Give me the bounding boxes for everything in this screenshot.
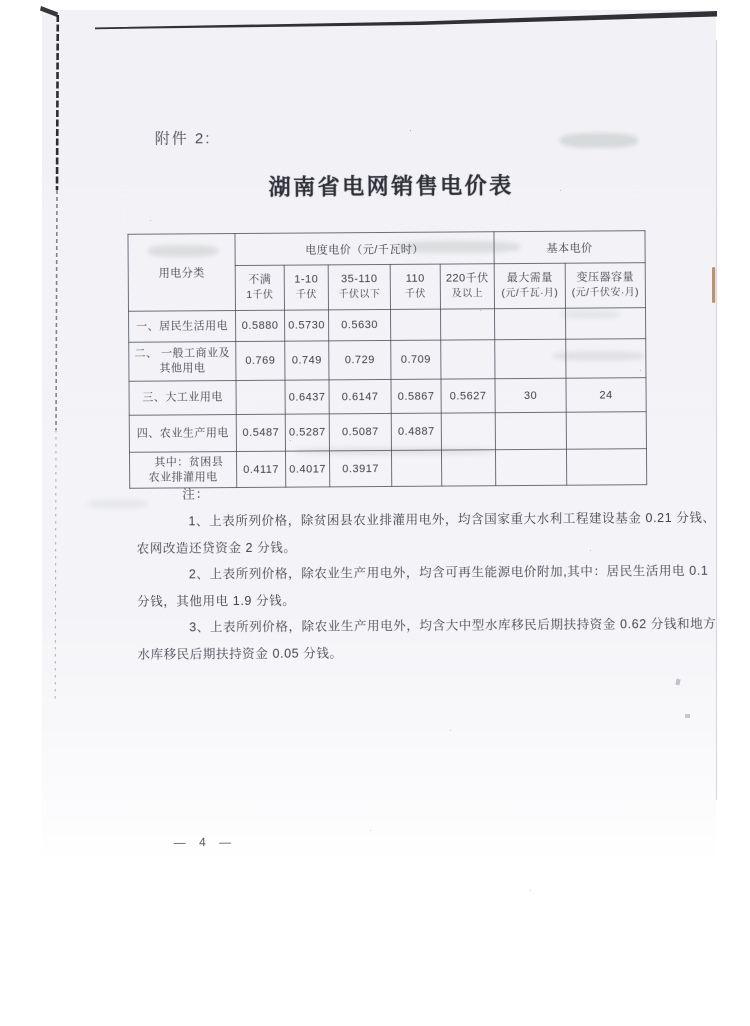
price-cell (441, 413, 495, 450)
price-cell: 0.5487 (236, 414, 285, 451)
price-cell: 0.4117 (236, 451, 285, 487)
price-cell: 0.4887 (391, 413, 441, 450)
sub-header-cell: 变压器容量 (元/千伏安·月) (565, 263, 645, 309)
row-category-label: 三、大工业用电 (129, 381, 236, 416)
sub-header-cell: 1-10 千伏 (284, 265, 328, 310)
row-category-label: 其中：贫困县 农业排灌用电 (129, 452, 236, 489)
price-cell (495, 339, 566, 378)
document-title: 湖南省电网销售电价表 (268, 173, 514, 200)
group-header-basic-price: 基本电价 (494, 231, 645, 264)
sub-header-cell: 35-110 千伏以下 (328, 264, 390, 309)
row-category-label: 一、居民生活用电 (129, 311, 236, 343)
price-cell: 0.6437 (285, 380, 329, 414)
price-cell: 0.729 (329, 340, 391, 379)
price-table-body (129, 308, 647, 489)
group-header-row (128, 231, 645, 267)
note-line: 水库移民后期扶持资金 0.05 分钱。 (137, 645, 343, 662)
attachment-label: 附件 2: (154, 130, 212, 148)
table-header (128, 231, 646, 312)
price-cell: 0.5880 (236, 310, 285, 341)
note-line: 3、上表所列价格，除农业生产用电外，均含大中型水库移民后期扶持资金 0.62 分钱和地方 (189, 616, 717, 635)
notes-section (136, 480, 717, 669)
page-content (40, 8, 721, 1013)
price-cell (566, 339, 646, 379)
price-cell (440, 309, 494, 340)
corner-header: 用电分类 (128, 234, 236, 312)
price-cell: 0.4017 (285, 451, 329, 487)
table-row (129, 308, 646, 343)
sub-header-cell: 220千伏 及以上 (440, 264, 494, 309)
price-cell: 0.6147 (329, 379, 391, 413)
price-cell: 0.3917 (329, 450, 391, 486)
table-row (129, 339, 646, 382)
sub-header-cell: 110 千伏 (390, 264, 440, 309)
price-cell: 0.5630 (328, 309, 390, 340)
price-cell: 24 (566, 378, 646, 413)
notes-lines (136, 506, 717, 669)
row-category-label: 二、 一般工商业及 其他用电 (129, 342, 236, 382)
price-cell: 30 (495, 378, 566, 412)
group-header-energy-price: 电度电价（元/千瓦时） (235, 232, 494, 266)
price-cell (566, 412, 646, 450)
note-line: 1、上表所列价格，除贫困县农业排灌用电外，均含国家重大水利工程建设基金 0.21 分钱、 (188, 510, 716, 529)
price-table (127, 230, 647, 489)
price-cell: 0.749 (285, 341, 329, 380)
note-line: 分钱，其他用电 1.9 分钱。 (136, 593, 296, 609)
table-row (129, 412, 646, 453)
price-cell (495, 412, 566, 449)
price-cell: 0.5287 (285, 414, 329, 451)
price-cell: 0.5867 (391, 379, 441, 413)
price-cell: 0.5730 (284, 310, 328, 341)
sub-header-cell: 不满 1千伏 (235, 265, 284, 310)
sub-header-cell: 最大需量 (元/千瓦·月) (494, 263, 565, 308)
note-line: 农网改造还贷资金 2 分钱。 (136, 540, 297, 556)
price-cell (441, 340, 495, 379)
price-cell (390, 309, 440, 340)
price-cell: 0.769 (236, 341, 285, 380)
price-cell: 0.5087 (329, 413, 391, 450)
row-category-label: 四、农业生产用电 (129, 415, 236, 453)
note-line: 2、上表所列价格，除农业生产用电外，均含可再生能源电价附加,其中：居民生活用电 0.1 (188, 563, 709, 582)
price-cell: 0.5627 (441, 379, 495, 413)
table-row (129, 378, 646, 416)
price-cell (565, 308, 645, 340)
price-cell (494, 308, 565, 339)
price-cell: 0.709 (391, 340, 441, 379)
price-cell (236, 380, 285, 414)
notes-label: 注： (182, 487, 210, 502)
page-number: — 4 — (173, 835, 237, 850)
